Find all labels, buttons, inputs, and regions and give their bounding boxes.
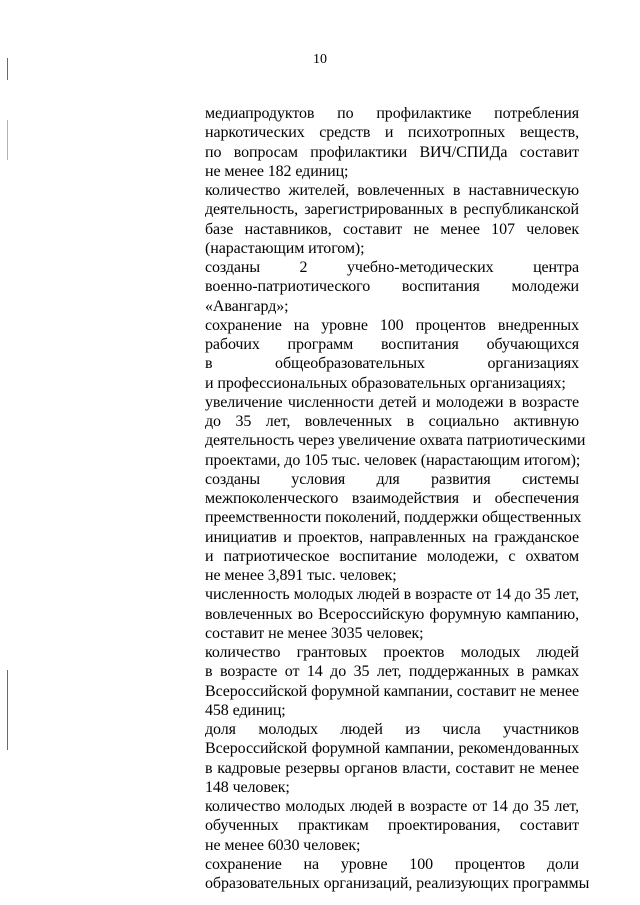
- text-line: 458 единиц;: [205, 701, 286, 719]
- text-line: базе наставников, составит не менее 107 человек: [205, 220, 579, 238]
- text-line: в кадровые резервы органов власти, составит не менее: [205, 759, 579, 777]
- text-line: в общеобразовательных организациях: [205, 355, 579, 373]
- text-line: 148 человек;: [205, 778, 290, 796]
- text-line: созданы условия для развития системы: [205, 470, 579, 488]
- text-line: вовлеченных во Всероссийскую форумную кампанию,: [205, 605, 579, 623]
- text-line: деятельность через увеличение охвата патриотическими: [205, 432, 586, 450]
- text-line: преемственности поколений, поддержки общественных: [205, 509, 582, 527]
- text-line: деятельность, зарегистрированных в республиканской: [205, 201, 579, 219]
- text-line: увеличение численности детей и молодежи в возрасте: [205, 393, 579, 411]
- text-line: до 35 лет, вовлеченных в социально активную: [205, 413, 579, 430]
- scan-margin-mark: [7, 120, 8, 160]
- text-line: и профессиональных образовательных организациях;: [205, 374, 566, 392]
- text-line: не менее 6030 человек;: [205, 836, 361, 854]
- text-line: инициатив и проектов, направленных на гражданское: [205, 528, 579, 546]
- text-line: в возрасте от 14 до 35 лет, поддержанных в рамках: [205, 663, 579, 681]
- text-line: рабочих программ воспитания обучающихся: [205, 336, 579, 353]
- text-line: межпоколенческого взаимодействия и обеспечения: [205, 490, 579, 507]
- text-line: созданы 2 учебно-методических центра: [205, 259, 579, 276]
- text-line: не менее 182 единиц;: [205, 162, 349, 180]
- text-line: количество молодых людей в возрасте от 14 до 35 лет,: [205, 798, 579, 815]
- text-line: численность молодых людей в возрасте от 14 до 35 лет,: [205, 586, 579, 604]
- text-line: медиапродуктов по профилактике потребления: [205, 105, 579, 122]
- text-line: сохранение на уровне 100 процентов доли: [205, 855, 579, 873]
- text-line: количество жителей, вовлеченных в наставническую: [205, 182, 579, 199]
- page-number: 10: [313, 52, 327, 67]
- text-line: обученных практикам проектирования, составит: [205, 817, 579, 835]
- text-line: Всероссийской форумной кампании, рекомендованных: [205, 740, 579, 758]
- text-line: наркотических средств и психотропных веществ,: [205, 124, 579, 142]
- text-line: военно-патриотического воспитания молодежи: [205, 278, 579, 296]
- text-line: сохранение на уровне 100 процентов внедренных: [205, 316, 579, 334]
- text-line: «Авангард»;: [205, 297, 289, 315]
- text-line: составит не менее 3035 человек;: [205, 624, 424, 642]
- text-line: не менее 3,891 тыс. человек;: [205, 567, 397, 584]
- text-line: образовательных организаций, реализующих программы: [205, 875, 590, 892]
- scan-margin-mark: [7, 670, 8, 750]
- text-line: количество грантовых проектов молодых людей: [205, 644, 579, 661]
- text-line: и патриотическое воспитание молодежи, с охватом: [205, 547, 579, 565]
- text-line: проектами, до 105 тыс. человек (нарастающим итогом);: [205, 451, 581, 469]
- text-line: (нарастающим итогом);: [205, 239, 365, 257]
- document-body: [205, 104, 590, 893]
- text-line: по вопросам профилактики ВИЧ/СПИДа составит: [205, 143, 579, 161]
- text-line: доля молодых людей из числа участников: [205, 721, 579, 738]
- text-line: Всероссийской форумной кампании, составит не менее: [205, 682, 579, 700]
